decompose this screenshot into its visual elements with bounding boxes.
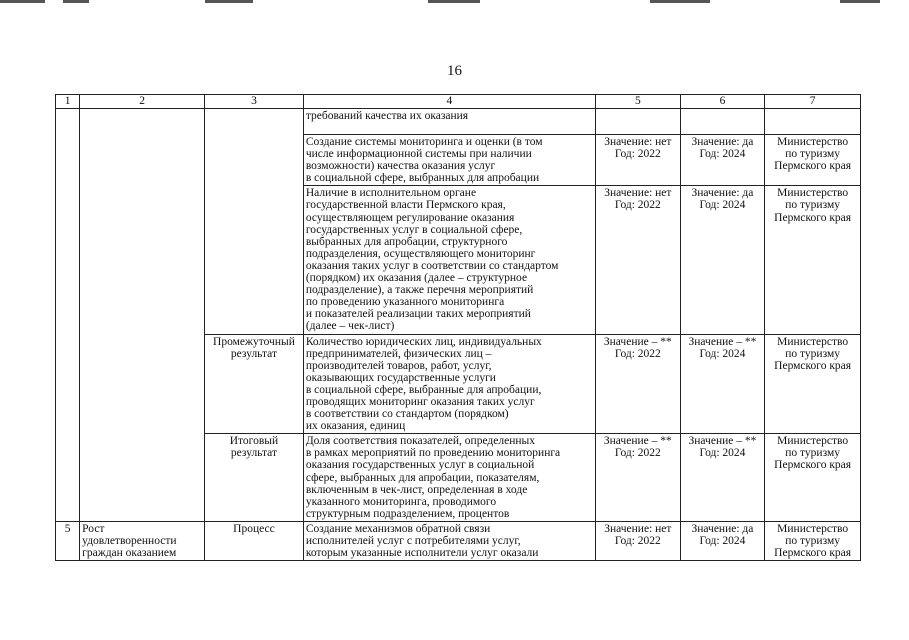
scan-mark	[650, 0, 710, 3]
target-value-cell: Значение: да Год: 2024	[680, 186, 765, 334]
target-value-cell: Значение – ** Год: 2024	[680, 334, 765, 434]
table-row	[56, 109, 861, 135]
indicators-table	[55, 94, 861, 561]
target-value-cell: Значение: да Год: 2024	[680, 521, 765, 560]
responsible-cell: Министерство по туризму Пермского края	[765, 521, 861, 560]
scan-mark	[428, 0, 480, 3]
row-number-cell	[56, 109, 80, 522]
column-number: 7	[765, 95, 861, 109]
base-value-cell: Значение: нет Год: 2022	[596, 521, 681, 560]
page-number: 16	[447, 63, 462, 79]
table-row	[56, 521, 861, 560]
base-value-cell: Значение: нет Год: 2022	[596, 135, 681, 186]
column-number: 4	[303, 95, 595, 109]
scan-mark	[840, 0, 880, 3]
indicator-cell: требований качества их оказания	[303, 109, 595, 135]
row-number-cell: 5	[56, 521, 80, 560]
goal-cell: Рост удовлетворенности граждан оказанием	[80, 521, 205, 560]
column-number: 6	[680, 95, 765, 109]
indicator-cell: Количество юридических лиц, индивидуальных предпринимателей, физических лиц – производителей товаров, работ, услуг, оказывающих государственные услуги в социальной сфере, выбранные для апробации, проводящих мониторинг оказания таких услуг в соответствии со стандартом (порядком) их оказания, единиц	[303, 334, 595, 434]
table-header-row	[56, 95, 861, 109]
responsible-cell: Министерство по туризму Пермского края	[765, 186, 861, 334]
responsible-cell: Министерство по туризму Пермского края	[765, 135, 861, 186]
stage-cell: Промежуточный результат	[205, 334, 304, 434]
indicator-cell: Наличие в исполнительном органе государственной власти Пермского края, осуществляющем регулирование оказания государственных услуг в социальной сфере, выбранных для апробации, структурного подразделения, осуществляющего мониторинг оказания таких услуг в соответствии со стандартом (порядком) их оказания (далее – структурное подразделение), а также перечня мероприятий по проведению указанного мониторинга и показателей реализации таких мероприятий (далее – чек-лист)	[303, 186, 595, 334]
scan-mark	[63, 0, 89, 3]
scan-mark	[205, 0, 253, 3]
responsible-cell: Министерство по туризму Пермского края	[765, 334, 861, 434]
target-value-cell: Значение: да Год: 2024	[680, 135, 765, 186]
indicator-cell: Создание системы мониторинга и оценки (в том числе информационной системы при наличии возможности) качества оказания услуг в социальной сфере, выбранных для апробации	[303, 135, 595, 186]
base-value-cell	[596, 109, 681, 135]
target-value-cell: Значение – ** Год: 2024	[680, 434, 765, 522]
indicator-cell: Доля соответствия показателей, определенных в рамках мероприятий по проведению мониторинга оказания государственных услуг в социальной сфере, выбранных для апробации, показателям, включенным в чек-лист, определенная в ходе указанного мониторинга, проводимого структурным подразделением, процентов	[303, 434, 595, 522]
column-number: 1	[56, 95, 80, 109]
responsible-cell	[765, 109, 861, 135]
base-value-cell: Значение – ** Год: 2022	[596, 334, 681, 434]
responsible-cell: Министерство по туризму Пермского края	[765, 434, 861, 522]
column-number: 2	[80, 95, 205, 109]
base-value-cell: Значение: нет Год: 2022	[596, 186, 681, 334]
stage-cell	[205, 109, 304, 335]
stage-cell: Процесс	[205, 521, 304, 560]
column-number: 3	[205, 95, 304, 109]
column-number: 5	[596, 95, 681, 109]
scan-mark	[0, 0, 45, 3]
indicator-cell: Создание механизмов обратной связи исполнителей услуг с потребителями услуг, которым указанные исполнители услуг оказали	[303, 521, 595, 560]
stage-cell: Итоговый результат	[205, 434, 304, 522]
goal-cell	[80, 109, 205, 522]
base-value-cell: Значение – ** Год: 2022	[596, 434, 681, 522]
target-value-cell	[680, 109, 765, 135]
